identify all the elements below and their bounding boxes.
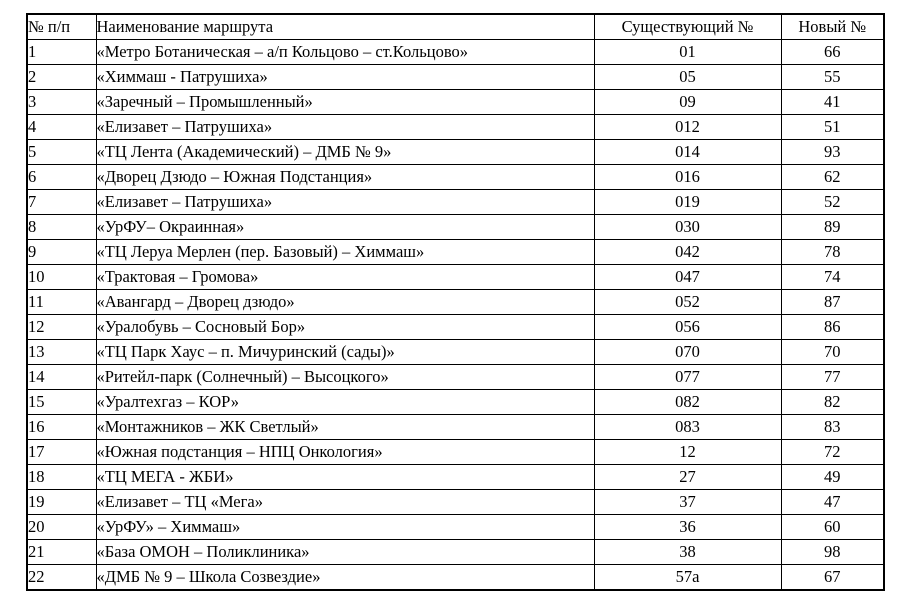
cell-new-number: 67 — [781, 565, 884, 591]
cell-existing-number: 36 — [594, 515, 781, 540]
cell-row-number: 10 — [27, 265, 96, 290]
table-row — [27, 140, 884, 165]
cell-existing-number: 082 — [594, 390, 781, 415]
header-new-number: Новый № — [781, 14, 884, 40]
cell-row-number: 1 — [27, 40, 96, 65]
cell-existing-number: 57а — [594, 565, 781, 591]
table-header-row — [27, 14, 884, 40]
cell-new-number: 82 — [781, 390, 884, 415]
cell-existing-number: 052 — [594, 290, 781, 315]
table-row — [27, 390, 884, 415]
table-body — [27, 40, 884, 591]
cell-route-name: «ДМБ № 9 – Школа Созвездие» — [96, 565, 594, 591]
cell-row-number: 19 — [27, 490, 96, 515]
cell-existing-number: 083 — [594, 415, 781, 440]
cell-new-number: 41 — [781, 90, 884, 115]
cell-existing-number: 019 — [594, 190, 781, 215]
routes-table — [26, 13, 885, 591]
cell-row-number: 22 — [27, 565, 96, 591]
cell-existing-number: 01 — [594, 40, 781, 65]
cell-row-number: 7 — [27, 190, 96, 215]
cell-route-name: «Дворец Дзюдо – Южная Подстанция» — [96, 165, 594, 190]
cell-new-number: 49 — [781, 465, 884, 490]
cell-row-number: 5 — [27, 140, 96, 165]
cell-route-name: «Южная подстанция – НПЦ Онкология» — [96, 440, 594, 465]
cell-existing-number: 056 — [594, 315, 781, 340]
cell-existing-number: 030 — [594, 215, 781, 240]
header-route-name: Наименование маршрута — [96, 14, 594, 40]
cell-row-number: 3 — [27, 90, 96, 115]
cell-row-number: 20 — [27, 515, 96, 540]
cell-new-number: 60 — [781, 515, 884, 540]
cell-row-number: 9 — [27, 240, 96, 265]
cell-route-name: «Трактовая – Громова» — [96, 265, 594, 290]
table-row — [27, 165, 884, 190]
cell-new-number: 70 — [781, 340, 884, 365]
cell-existing-number: 042 — [594, 240, 781, 265]
cell-route-name: «Заречный – Промышленный» — [96, 90, 594, 115]
table-row — [27, 490, 884, 515]
table-row — [27, 65, 884, 90]
cell-row-number: 11 — [27, 290, 96, 315]
table-row — [27, 240, 884, 265]
cell-row-number: 13 — [27, 340, 96, 365]
cell-new-number: 74 — [781, 265, 884, 290]
header-row-number: № п/п — [27, 14, 96, 40]
table-row — [27, 440, 884, 465]
cell-new-number: 98 — [781, 540, 884, 565]
cell-new-number: 51 — [781, 115, 884, 140]
cell-new-number: 52 — [781, 190, 884, 215]
table-row — [27, 565, 884, 591]
table-row — [27, 340, 884, 365]
cell-existing-number: 12 — [594, 440, 781, 465]
cell-route-name: «Ритейл-парк (Солнечный) – Высоцкого» — [96, 365, 594, 390]
cell-row-number: 15 — [27, 390, 96, 415]
table-row — [27, 315, 884, 340]
cell-route-name: «Елизавет – Патрушиха» — [96, 115, 594, 140]
table-row — [27, 290, 884, 315]
cell-new-number: 87 — [781, 290, 884, 315]
cell-new-number: 86 — [781, 315, 884, 340]
table-row — [27, 365, 884, 390]
table-row — [27, 40, 884, 65]
cell-existing-number: 09 — [594, 90, 781, 115]
cell-new-number: 78 — [781, 240, 884, 265]
cell-row-number: 14 — [27, 365, 96, 390]
table-row — [27, 215, 884, 240]
table-row — [27, 115, 884, 140]
cell-route-name: «ТЦ МЕГА - ЖБИ» — [96, 465, 594, 490]
cell-route-name: «ТЦ Парк Хаус – п. Мичуринский (сады)» — [96, 340, 594, 365]
cell-row-number: 6 — [27, 165, 96, 190]
cell-existing-number: 077 — [594, 365, 781, 390]
cell-row-number: 8 — [27, 215, 96, 240]
cell-row-number: 16 — [27, 415, 96, 440]
cell-existing-number: 012 — [594, 115, 781, 140]
cell-new-number: 83 — [781, 415, 884, 440]
cell-new-number: 62 — [781, 165, 884, 190]
cell-route-name: «Елизавет – ТЦ «Мега» — [96, 490, 594, 515]
cell-existing-number: 38 — [594, 540, 781, 565]
header-existing-number: Существующий № — [594, 14, 781, 40]
cell-route-name: «Уралтехгаз – КОР» — [96, 390, 594, 415]
cell-new-number: 89 — [781, 215, 884, 240]
table-row — [27, 540, 884, 565]
cell-existing-number: 014 — [594, 140, 781, 165]
cell-existing-number: 047 — [594, 265, 781, 290]
cell-row-number: 4 — [27, 115, 96, 140]
cell-new-number: 72 — [781, 440, 884, 465]
cell-route-name: «УрФУ– Окраинная» — [96, 215, 594, 240]
table-row — [27, 265, 884, 290]
cell-route-name: «Елизавет – Патрушиха» — [96, 190, 594, 215]
cell-route-name: «УрФУ» – Химмаш» — [96, 515, 594, 540]
cell-route-name: «Монтажников – ЖК Светлый» — [96, 415, 594, 440]
cell-row-number: 12 — [27, 315, 96, 340]
cell-row-number: 17 — [27, 440, 96, 465]
cell-route-name: «База ОМОН – Поликлиника» — [96, 540, 594, 565]
cell-route-name: «Химмаш - Патрушиха» — [96, 65, 594, 90]
cell-existing-number: 37 — [594, 490, 781, 515]
cell-new-number: 47 — [781, 490, 884, 515]
cell-new-number: 93 — [781, 140, 884, 165]
cell-row-number: 18 — [27, 465, 96, 490]
cell-existing-number: 016 — [594, 165, 781, 190]
cell-route-name: «ТЦ Лента (Академический) – ДМБ № 9» — [96, 140, 594, 165]
cell-new-number: 66 — [781, 40, 884, 65]
table-row — [27, 465, 884, 490]
cell-new-number: 55 — [781, 65, 884, 90]
cell-new-number: 77 — [781, 365, 884, 390]
table-row — [27, 515, 884, 540]
cell-route-name: «Метро Ботаническая – а/п Кольцово – ст.Кольцово» — [96, 40, 594, 65]
table-row — [27, 190, 884, 215]
table-row — [27, 415, 884, 440]
cell-existing-number: 05 — [594, 65, 781, 90]
cell-existing-number: 070 — [594, 340, 781, 365]
cell-existing-number: 27 — [594, 465, 781, 490]
cell-row-number: 2 — [27, 65, 96, 90]
cell-route-name: «ТЦ Леруа Мерлен (пер. Базовый) – Химмаш» — [96, 240, 594, 265]
cell-route-name: «Уралобувь – Сосновый Бор» — [96, 315, 594, 340]
table-row — [27, 90, 884, 115]
cell-row-number: 21 — [27, 540, 96, 565]
cell-route-name: «Авангард – Дворец дзюдо» — [96, 290, 594, 315]
